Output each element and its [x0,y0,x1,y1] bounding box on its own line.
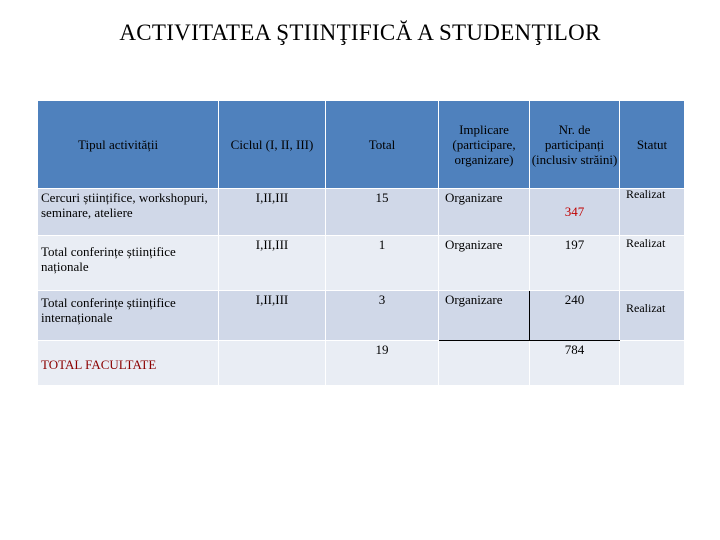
cell-nr-value: 347 [564,204,585,219]
cell-empty [219,341,326,386]
cell-implicare: Organizare [439,236,530,291]
cell-empty [620,341,685,386]
cell-statut-value: Realizat [626,301,666,315]
header-tip-activitate: Tipul activității [38,101,219,189]
cell-implicare: Organizare [439,291,530,341]
cell-nr: 240 [530,291,620,341]
cell-total: 3 [326,291,439,341]
cell-total-sum: 19 [326,341,439,386]
header-ciclul: Ciclul (I, II, III) [219,101,326,189]
page-title: ACTIVITATEA ŞTIINŢIFICĂ A STUDENŢILOR [119,20,601,45]
header-statut: Statut [620,101,685,189]
cell-tip: Total conferințe științifice internaționale [38,291,219,341]
cell-statut-value: Realizat [626,187,666,201]
total-label: TOTAL FACULTATE [41,357,157,372]
cell-nr [530,189,620,236]
cell-ciclul: I,II,III [219,236,326,291]
cell-nr-sum: 784 [530,341,620,386]
cell-ciclul: I,II,III [219,189,326,236]
cell-statut [620,291,685,341]
cell-implicare: Organizare [439,189,530,236]
header-implicare: Implicare (participare, organizare) [439,101,530,189]
cell-total: 15 [326,189,439,236]
table-header-row [38,101,685,189]
cell-statut [620,189,685,236]
cell-nr: 197 [530,236,620,291]
cell-statut-value: Realizat [626,236,666,250]
header-nr-participanti: Nr. de participanți (inclusiv străini) [530,101,620,189]
table-row [38,236,685,291]
table-total-row [38,341,685,386]
activity-table [37,100,685,386]
cell-ciclul: I,II,III [219,291,326,341]
table-row [38,291,685,341]
cell-tip: Cercuri științifice, workshopuri, seminare, ateliere [38,189,219,236]
header-total: Total [326,101,439,189]
cell-total-label [38,341,219,386]
cell-empty [439,341,530,386]
cell-tip: Total conferințe științifice naționale [38,236,219,291]
cell-total: 1 [326,236,439,291]
table-row [38,189,685,236]
cell-statut [620,236,685,291]
